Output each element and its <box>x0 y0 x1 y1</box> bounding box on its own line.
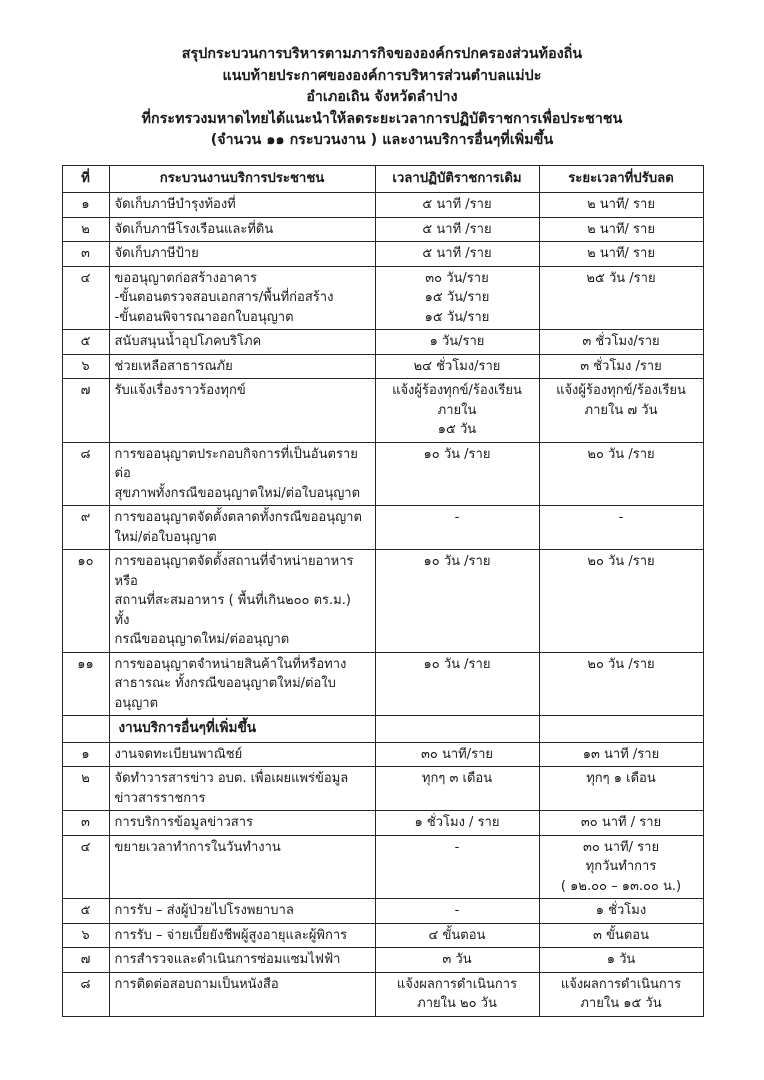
cell-original-time: ๑๐ วัน /ราย <box>375 550 539 653</box>
service-table <box>62 165 704 1017</box>
cell-reduced-time: ๑ ชั่วโมง <box>539 899 703 924</box>
table-row <box>62 742 703 767</box>
cell-reduced-time: แจ้งผู้ร้องทุกข์/ร้องเรียน ภายใน ๗ วัน <box>539 379 703 443</box>
cell-reduced-time: ๒ นาที/ ราย <box>539 193 703 218</box>
cell-row-number: ๒ <box>62 217 109 242</box>
table-row <box>62 652 703 716</box>
cell-process-name: จัดทำวารสารข่าว อบต. เพื่อเผยแพร่ข้อมูล ข่าวสารราชการ <box>109 767 375 811</box>
cell-reduced-time: ๓ ชั่วโมง/ราย <box>539 330 703 355</box>
cell-process-name: ช่วยเหลือสาธารณภัย <box>109 354 375 379</box>
table-row <box>62 948 703 973</box>
cell-reduced-time: ๓๐ นาที/ ราย ทุกวันทำการ ( ๑๒.๐๐ – ๑๓.๐๐ น.) <box>539 835 703 899</box>
table-row <box>62 550 703 653</box>
cell-section-original <box>375 716 539 743</box>
column-header-old: เวลาปฏิบัติราชการเดิม <box>375 165 539 193</box>
cell-original-time: ๕ นาที /ราย <box>375 217 539 242</box>
cell-process-name: สนับสนุนน้ำอุปโภคบริโภค <box>109 330 375 355</box>
column-header-no: ที่ <box>62 165 109 193</box>
cell-row-number: ๓ <box>62 242 109 267</box>
cell-original-time: ๓ วัน <box>375 948 539 973</box>
cell-original-time: ๕ นาที /ราย <box>375 242 539 267</box>
cell-process-name: การสำรวจและดำเนินการซ่อมแซมไฟฟ้า <box>109 948 375 973</box>
cell-process-name: การขออนุญาตจัดตั้งสถานที่จำหน่ายอาหารหรือ สถานที่สะสมอาหาร ( พื้นที่เกิน๒๐๐ ตร.ม.) ทั้ง กรณีขออนุญาตใหม่/ต่ออนุญาต <box>109 550 375 653</box>
cell-original-time: ๓๐ วัน/ราย ๑๕ วัน/ราย ๑๕ วัน/ราย <box>375 266 539 330</box>
cell-section-number <box>62 716 109 743</box>
cell-process-name: จัดเก็บภาษีโรงเรือนและที่ดิน <box>109 217 375 242</box>
cell-row-number: ๑ <box>62 742 109 767</box>
cell-original-time: ๓๐ นาที/ราย <box>375 742 539 767</box>
service-table-wrapper <box>62 165 703 1017</box>
cell-reduced-time: ๒ นาที/ ราย <box>539 217 703 242</box>
cell-process-name: การบริการข้อมูลข่าวสาร <box>109 811 375 836</box>
heading-line-2: แนบท้ายประกาศขององค์การบริหารส่วนตำบลแม่ปะ <box>222 67 542 84</box>
cell-reduced-time: ๓ ขั้นตอน <box>539 923 703 948</box>
cell-original-time: ๑ วัน/ราย <box>375 330 539 355</box>
cell-row-number: ๑ <box>62 193 109 218</box>
table-row <box>62 330 703 355</box>
table-row <box>62 972 703 1016</box>
cell-row-number: ๖ <box>62 354 109 379</box>
table-row <box>62 193 703 218</box>
cell-reduced-time: ๒๐ วัน /ราย <box>539 442 703 506</box>
cell-original-time: ทุกๆ ๓ เดือน <box>375 767 539 811</box>
cell-reduced-time: ทุกๆ ๑ เดือน <box>539 767 703 811</box>
cell-row-number: ๒ <box>62 767 109 811</box>
heading-line-4: ที่กระทรวงมหาดไทยได้แนะนำให้ลดระยะเวลาการปฏิบัติราชการเพื่อประชาชน <box>141 110 623 127</box>
table-row <box>62 923 703 948</box>
table-row <box>62 379 703 443</box>
table-row <box>62 242 703 267</box>
cell-reduced-time: ๑๓ นาที /ราย <box>539 742 703 767</box>
cell-row-number: ๘ <box>62 972 109 1016</box>
cell-original-time: ๑ ชั่วโมง / ราย <box>375 811 539 836</box>
cell-process-name: การรับ – ส่งผู้ป่วยไปโรงพยาบาล <box>109 899 375 924</box>
cell-row-number: ๘ <box>62 442 109 506</box>
cell-reduced-time: ๒๐ วัน /ราย <box>539 652 703 716</box>
document-header <box>0 0 764 152</box>
cell-process-name: ขยายเวลาทำการในวันทำงาน <box>109 835 375 899</box>
cell-process-name: การติดต่อสอบถามเป็นหนังสือ <box>109 972 375 1016</box>
cell-process-name: รับแจ้งเรื่องราวร้องทุกข์ <box>109 379 375 443</box>
table-row <box>62 767 703 811</box>
table-row <box>62 354 703 379</box>
cell-section-reduced <box>539 716 703 743</box>
cell-original-time: ๒๔ ชั่วโมง/ราย <box>375 354 539 379</box>
column-header-new: ระยะเวลาที่ปรับลด <box>539 165 703 193</box>
cell-original-time: ๑๐ วัน /ราย <box>375 652 539 716</box>
table-row <box>62 442 703 506</box>
cell-original-time: ๔ ขั้นตอน <box>375 923 539 948</box>
cell-row-number: ๑๐ <box>62 550 109 653</box>
cell-row-number: ๔ <box>62 266 109 330</box>
cell-reduced-time: ๓๐ นาที / ราย <box>539 811 703 836</box>
table-row <box>62 217 703 242</box>
cell-reduced-time: ๓ ชั่วโมง /ราย <box>539 354 703 379</box>
cell-original-time: - <box>375 506 539 550</box>
cell-process-name: การขออนุญาตประกอบกิจการที่เป็นอันตรายต่อ สุขภาพทั้งกรณีขออนุญาตใหม่/ต่อใบอนุญาต <box>109 442 375 506</box>
cell-row-number: ๙ <box>62 506 109 550</box>
cell-original-time: - <box>375 899 539 924</box>
cell-process-name: จัดเก็บภาษีบำรุงท้องที่ <box>109 193 375 218</box>
cell-row-number: ๕ <box>62 899 109 924</box>
cell-original-time: แจ้งผลการดำเนินการ ภายใน ๒๐ วัน <box>375 972 539 1016</box>
heading-line-5: (จำนวน ๑๑ กระบวนงาน ) และงานบริการอื่นๆที่เพิ่มขึ้น <box>210 132 554 148</box>
cell-process-name: การขออนุญาตจัดตั้งตลาดทั้งกรณีขออนุญาต ใหม่/ต่อใบอนุญาต <box>109 506 375 550</box>
cell-original-time: ๕ นาที /ราย <box>375 193 539 218</box>
table-body <box>62 193 703 1017</box>
table-row <box>62 506 703 550</box>
cell-original-time: แจ้งผู้ร้องทุกข์/ร้องเรียนภายใน ๑๕ วัน <box>375 379 539 443</box>
section-label: งานบริการอื่นๆที่เพิ่มขึ้น <box>109 716 375 743</box>
cell-reduced-time: ๒๐ วัน /ราย <box>539 550 703 653</box>
cell-row-number: ๑๑ <box>62 652 109 716</box>
table-row <box>62 835 703 899</box>
cell-reduced-time: - <box>539 506 703 550</box>
cell-process-name: การรับ – จ่ายเบี้ยยังชีพผู้สูงอายุและผู้พิการ <box>109 923 375 948</box>
cell-original-time: - <box>375 835 539 899</box>
cell-original-time: ๑๐ วัน /ราย <box>375 442 539 506</box>
cell-row-number: ๗ <box>62 379 109 443</box>
table-row <box>62 811 703 836</box>
table-section-row <box>62 716 703 743</box>
table-header-row <box>62 165 703 193</box>
cell-process-name: ขออนุญาตก่อสร้างอาคาร -ขั้นตอนตรวจสอบเอกสาร/พื้นที่ก่อสร้าง -ขั้นตอนพิจารณาออกใบอนุญาต <box>109 266 375 330</box>
cell-reduced-time: แจ้งผลการดำเนินการ ภายใน ๑๕ วัน <box>539 972 703 1016</box>
cell-row-number: ๔ <box>62 835 109 899</box>
cell-process-name: งานจดทะเบียนพาณิชย์ <box>109 742 375 767</box>
cell-process-name: จัดเก็บภาษีป้าย <box>109 242 375 267</box>
cell-row-number: ๓ <box>62 811 109 836</box>
cell-row-number: ๕ <box>62 330 109 355</box>
column-header-process: กระบวนงานบริการประชาชน <box>109 165 375 193</box>
cell-reduced-time: ๒ นาที/ ราย <box>539 242 703 267</box>
heading-line-1: สรุปกระบวนการบริหารตามภารกิจขององค์กรปกครองส่วนท้องถิ่น <box>181 46 583 62</box>
cell-row-number: ๖ <box>62 923 109 948</box>
table-row <box>62 266 703 330</box>
cell-row-number: ๗ <box>62 948 109 973</box>
table-head <box>62 165 703 193</box>
cell-process-name: การขออนุญาตจำหน่ายสินค้าในที่หรือทาง สาธารณะ ทั้งกรณีขออนุญาตใหม่/ต่อใบอนุญาต <box>109 652 375 716</box>
cell-reduced-time: ๑ วัน <box>539 948 703 973</box>
heading-line-3: อำเภอเถิน จังหวัดลำปาง <box>306 89 458 105</box>
table-row <box>62 899 703 924</box>
cell-reduced-time: ๒๕ วัน /ราย <box>539 266 703 330</box>
